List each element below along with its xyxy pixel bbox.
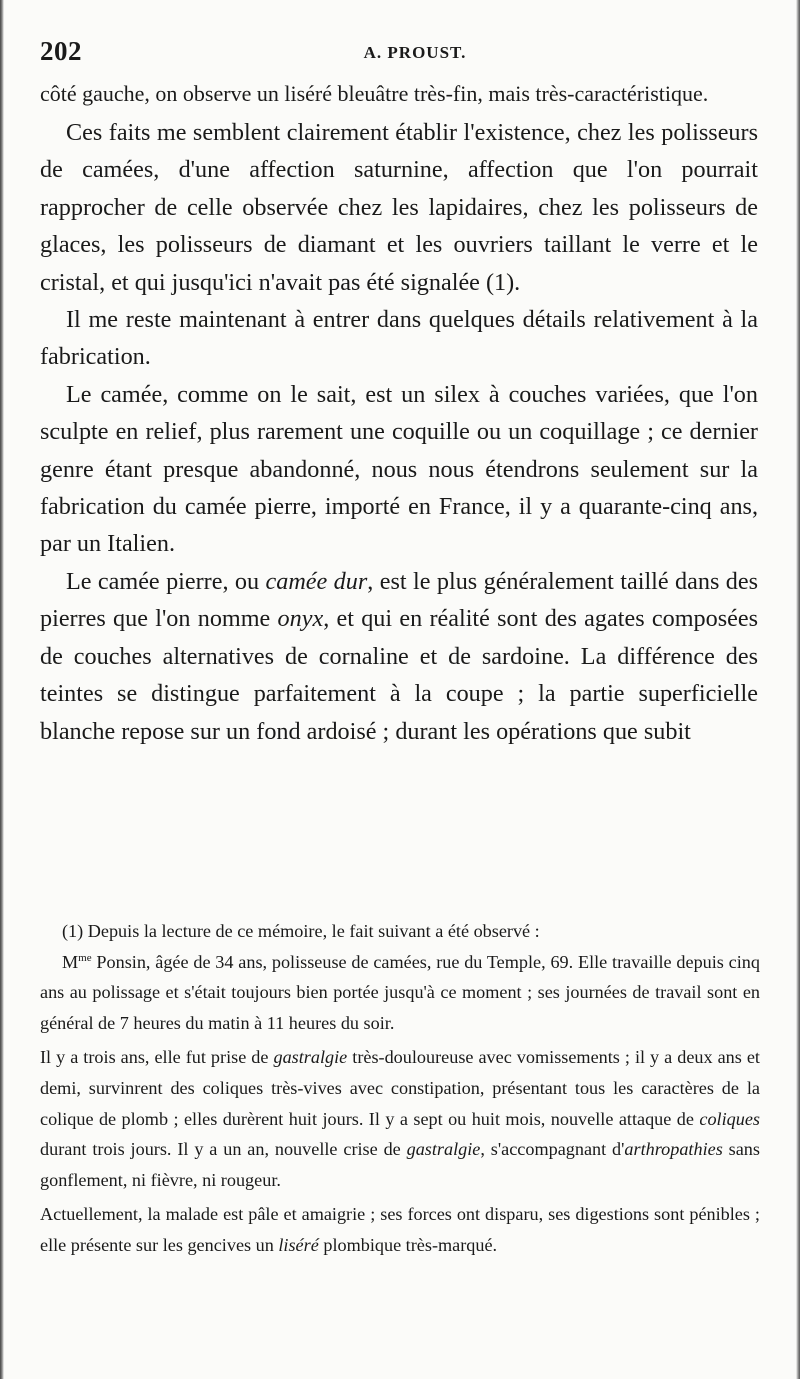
paragraph-cameo-definition: Le camée, comme on le sait, est un silex à couches variées, que l'on sculpte en relief, plus rarement une coquille ou un coquillage ; ce dernier genre étant presque abandonné, nous nous étendrons seulement sur la fabrication du camée pierre, importé en France, il y a quarante-cinq ans, par un Italien. bbox=[40, 380, 758, 558]
italic-term: gastralgie bbox=[406, 1139, 481, 1160]
paragraph-continuation: côté gauche, on observe un liséré bleuâtre très-fin, mais très-caractéristique. bbox=[40, 81, 709, 106]
text-run: sans gonflement, ni fièvre, ni rougeur. bbox=[40, 1139, 760, 1190]
text-run: Actuellement, la malade est pâle et amaigrie ; ses forces ont disparu, ses digestions sont pénibles ; elle présente sur les gencives un bbox=[40, 1204, 760, 1255]
text-run: , est le plus généralement taillé dans des pierres que l'on nomme bbox=[40, 567, 759, 633]
footnotes bbox=[40, 916, 760, 1261]
footnote-intro: (1) Depuis la lecture de ce mémoire, le fait suivant a été observé : bbox=[62, 921, 540, 941]
italic-term: arthropathies bbox=[624, 1139, 723, 1160]
paragraph-hard-cameo bbox=[40, 563, 758, 750]
text-run: M bbox=[62, 951, 79, 972]
page-number: 202 bbox=[40, 36, 82, 66]
page-header bbox=[40, 36, 760, 66]
page-edge-left bbox=[0, 0, 4, 1379]
superscript: me bbox=[78, 951, 92, 964]
running-head: A. PROUST. bbox=[363, 43, 467, 62]
page-edge-right bbox=[796, 0, 800, 1379]
body-text bbox=[40, 80, 758, 750]
text-run: , et qui en réalité sont des agates composées de couches alternatives de cornaline et de sardoine. La différence des teintes se distingue parfaitement à la coupe ; la partie superficielle blanche repose sur un fond ardoisé ; durant les opérations que subit bbox=[40, 605, 758, 745]
italic-term: onyx bbox=[277, 605, 324, 633]
text-run: Il y a trois ans, elle fut prise de bbox=[40, 1047, 274, 1068]
paragraph-transition: Il me reste maintenant à entrer dans quelques détails relativement à la fabrication. bbox=[40, 306, 758, 371]
text-run: plombique très-marqué. bbox=[318, 1234, 498, 1255]
text-run: durant trois jours. Il y a un an, nouvelle crise de bbox=[40, 1139, 407, 1160]
text-run: Ponsin, âgée de 34 ans, polisseuse de camées, rue du Temple, 69. Elle travaille depuis cinq ans au polissage et s'était toujours bien portée jusqu'à ce moment ; ses journées de travail sont en général de 7 heures du matin à 11 heures du soir. bbox=[40, 951, 760, 1033]
italic-term: coliques bbox=[699, 1108, 760, 1129]
footnote-case-history bbox=[40, 1042, 760, 1195]
text-run: , s'accompagnant d' bbox=[480, 1139, 625, 1160]
paragraph-conclusion: Ces faits me semblent clairement établir l'existence, chez les polisseurs de camées, d'une affection saturnine, affection que l'on pourrait rapprocher de celle observée chez les lapidaires, chez les polisseurs de glaces, les polisseurs de diamant et les ouvriers taillant le verre et le cristal, et qui jusqu'ici n'avait pas été signalée (1). bbox=[40, 119, 758, 296]
italic-term: gastralgie bbox=[273, 1047, 348, 1068]
footnote-case-current bbox=[40, 1199, 760, 1260]
text-run: Le camée pierre, ou bbox=[66, 567, 266, 595]
italic-term: camée dur bbox=[265, 567, 368, 595]
italic-term: liséré bbox=[278, 1234, 319, 1255]
footnote-case-patient bbox=[40, 947, 760, 1039]
text-run: très-douloureuse avec vomissements ; il y a deux ans et demi, survinrent des coliques très-vives avec constipation, présentant tous les caractères de la colique de plomb ; elles durèrent huit jours. Il y a sept ou huit mois, nouvelle attaque de bbox=[40, 1047, 760, 1129]
